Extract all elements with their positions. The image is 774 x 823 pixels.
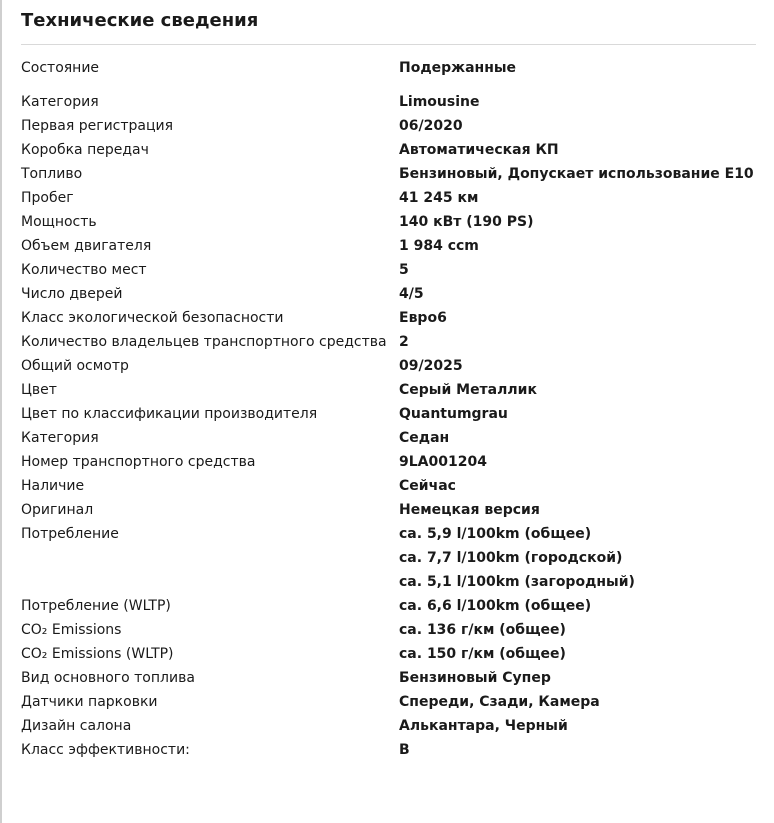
spec-label: Число дверей [21, 286, 123, 302]
spec-label: CO₂ Emissions (WLTP) [21, 646, 174, 662]
spec-row-engine-capacity [21, 234, 756, 258]
spec-row-first-registration [21, 114, 756, 138]
spec-value: Серый Металлик [399, 382, 537, 398]
consumption-urban: ca. 7,7 l/100km (городской) [399, 550, 623, 566]
spec-label: Общий осмотр [21, 358, 129, 374]
spec-label: Наличие [21, 478, 85, 494]
left-border [0, 0, 2, 823]
spec-row-seats [21, 258, 756, 282]
spec-value: Подержанные [399, 60, 517, 76]
spec-row-original [21, 498, 756, 522]
spec-row-co2-wltp [21, 642, 756, 666]
consumption-extra-urban: ca. 5,1 l/100km (загородный) [399, 574, 635, 590]
spec-value: 4/5 [399, 286, 424, 302]
spec-label: Мощность [21, 214, 97, 230]
spec-label: Первая регистрация [21, 118, 174, 134]
spec-value: Немецкая версия [399, 502, 540, 518]
spec-label: Цвет [21, 382, 57, 398]
spec-label: Категория [21, 430, 99, 446]
spec-value: Седан [399, 430, 450, 446]
spec-value: 9LA001204 [399, 454, 487, 470]
spec-label: Класс экологической безопасности [21, 310, 284, 326]
spec-value: 1 984 ccm [399, 238, 479, 254]
spec-value: ca. 136 г/км (общее) [399, 622, 566, 638]
spec-value: 140 кВт (190 PS) [399, 214, 534, 230]
spec-value: Limousine [399, 94, 480, 110]
spec-value: ca. 150 г/км (общее) [399, 646, 566, 662]
spec-row-emission-class [21, 306, 756, 330]
section-title: Технические сведения [21, 10, 259, 31]
spec-label: Топливо [21, 166, 83, 182]
spec-label: Состояние [21, 60, 100, 76]
spec-row-transmission [21, 138, 756, 162]
spec-label: CO₂ Emissions [21, 622, 122, 638]
spec-row-availability [21, 474, 756, 498]
spec-value: 5 [399, 262, 409, 278]
spec-value: Алькантара, Черный [399, 718, 568, 734]
spec-value: 2 [399, 334, 409, 350]
spec-row-doors [21, 282, 756, 306]
spec-value: Сейчас [399, 478, 456, 494]
spec-row-body-type [21, 426, 756, 450]
spec-row-condition [21, 56, 756, 80]
spec-list [21, 56, 756, 762]
spec-label: Количество владельцев транспортного средства [21, 334, 387, 350]
spec-value: ca. 6,6 l/100km (общее) [399, 598, 592, 614]
spec-label: Номер транспортного средства [21, 454, 256, 470]
spec-value: Евро6 [399, 310, 447, 326]
spec-row-efficiency-class [21, 738, 756, 762]
spec-label: Объем двигателя [21, 238, 152, 254]
spec-row-power [21, 210, 756, 234]
spec-value: Бензиновый, Допускает использование E10 [399, 166, 754, 182]
spec-row-manufacturer-color [21, 402, 756, 426]
spec-row-vehicle-number [21, 450, 756, 474]
spec-label: Категория [21, 94, 99, 110]
spec-row-mileage [21, 186, 756, 210]
technical-details-section [21, 0, 756, 758]
spec-label: Потребление (WLTP) [21, 598, 171, 614]
spec-value: B [399, 742, 410, 758]
spec-label: Потребление [21, 526, 119, 542]
section-divider [21, 44, 756, 45]
spec-value: Автоматическая КП [399, 142, 559, 158]
spec-row-color [21, 378, 756, 402]
spec-value: 06/2020 [399, 118, 463, 134]
spec-label: Количество мест [21, 262, 147, 278]
spec-row-main-fuel [21, 666, 756, 690]
spec-row-interior [21, 714, 756, 738]
spec-value: 09/2025 [399, 358, 463, 374]
spec-row-inspection [21, 354, 756, 378]
spec-label: Оригинал [21, 502, 94, 518]
spec-value: 41 245 км [399, 190, 479, 206]
spec-row-co2 [21, 618, 756, 642]
spec-row-parking-sensors [21, 690, 756, 714]
consumption-combined: ca. 5,9 l/100km (общее) [399, 526, 592, 542]
spec-row-consumption [21, 522, 756, 594]
spec-value: Спереди, Сзади, Камера [399, 694, 600, 710]
spec-label: Вид основного топлива [21, 670, 195, 686]
spec-label: Пробег [21, 190, 74, 206]
spec-label: Цвет по классификации производителя [21, 406, 318, 422]
spec-value [399, 522, 756, 594]
spec-label: Класс эффективности: [21, 742, 190, 758]
spec-label: Коробка передач [21, 142, 149, 158]
spec-label: Датчики парковки [21, 694, 158, 710]
spec-row-fuel [21, 162, 756, 186]
spec-value: Бензиновый Супер [399, 670, 551, 686]
spec-label: Дизайн салона [21, 718, 132, 734]
spec-row-consumption-wltp [21, 594, 756, 618]
spec-value: Quantumgrau [399, 406, 508, 422]
spec-row-category [21, 90, 756, 114]
spec-row-owners [21, 330, 756, 354]
